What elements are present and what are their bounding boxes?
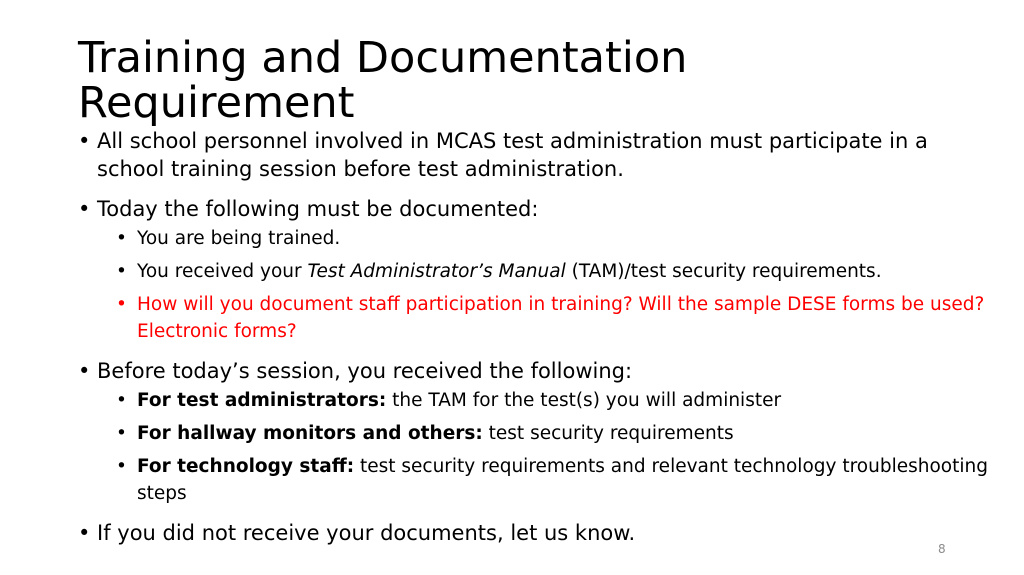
bullet-item [78, 195, 998, 223]
bullet-icon: • [116, 261, 127, 282]
slide-body [78, 127, 998, 559]
sub-bullet-text: test security requirements [482, 423, 734, 444]
sub-bullet-text: test security requirements and relevant technology troubleshooting steps [137, 456, 988, 504]
bullet-icon: • [78, 197, 91, 221]
sub-list [78, 225, 998, 345]
slide-title: Training and Documentation Requirement [78, 33, 688, 128]
bullet-icon: • [116, 456, 127, 477]
sub-bullet-item [116, 453, 998, 507]
bullet-item [78, 127, 998, 183]
sub-bullet-item [116, 387, 998, 414]
sub-list [78, 387, 998, 507]
bullet-text: Before today’s session, you received the following: [97, 359, 633, 383]
sub-bullet-item [116, 420, 998, 447]
sub-bullet-text-prefix: You received your [137, 261, 308, 282]
bullet-icon: • [116, 228, 127, 249]
bullet-icon: • [116, 390, 127, 411]
role-label: For technology staff: [137, 456, 355, 477]
bullet-icon: • [116, 423, 127, 444]
bullet-item [78, 519, 998, 547]
sub-bullet-item-highlight [116, 291, 998, 345]
role-label: For hallway monitors and others: [137, 423, 483, 444]
sub-bullet-text: You are being trained. [137, 228, 341, 249]
sub-bullet-text: How will you document staff participation in training? Will the sample DESE forms be used? Electronic forms? [137, 294, 985, 342]
sub-bullet-text: the TAM for the test(s) you will administer [386, 390, 782, 411]
bullet-icon: • [78, 129, 91, 153]
bullet-text: All school personnel involved in MCAS test administration must participate in a school training session before test administration. [97, 129, 928, 181]
bullet-icon: • [116, 294, 127, 315]
sub-bullet-text-suffix: (TAM)/test security requirements. [565, 261, 882, 282]
page-number: 8 [938, 542, 946, 556]
bullet-icon: • [78, 521, 91, 545]
bullet-item [78, 357, 998, 385]
sub-bullet-item [116, 258, 998, 285]
role-label: For test administrators: [137, 390, 387, 411]
sub-bullet-item [116, 225, 998, 252]
bullet-text: Today the following must be documented: [97, 197, 539, 221]
bullet-text: If you did not receive your documents, let us know. [97, 521, 636, 545]
bullet-icon: • [78, 359, 91, 383]
manual-title-text: Test Administrator’s Manual [307, 261, 566, 282]
